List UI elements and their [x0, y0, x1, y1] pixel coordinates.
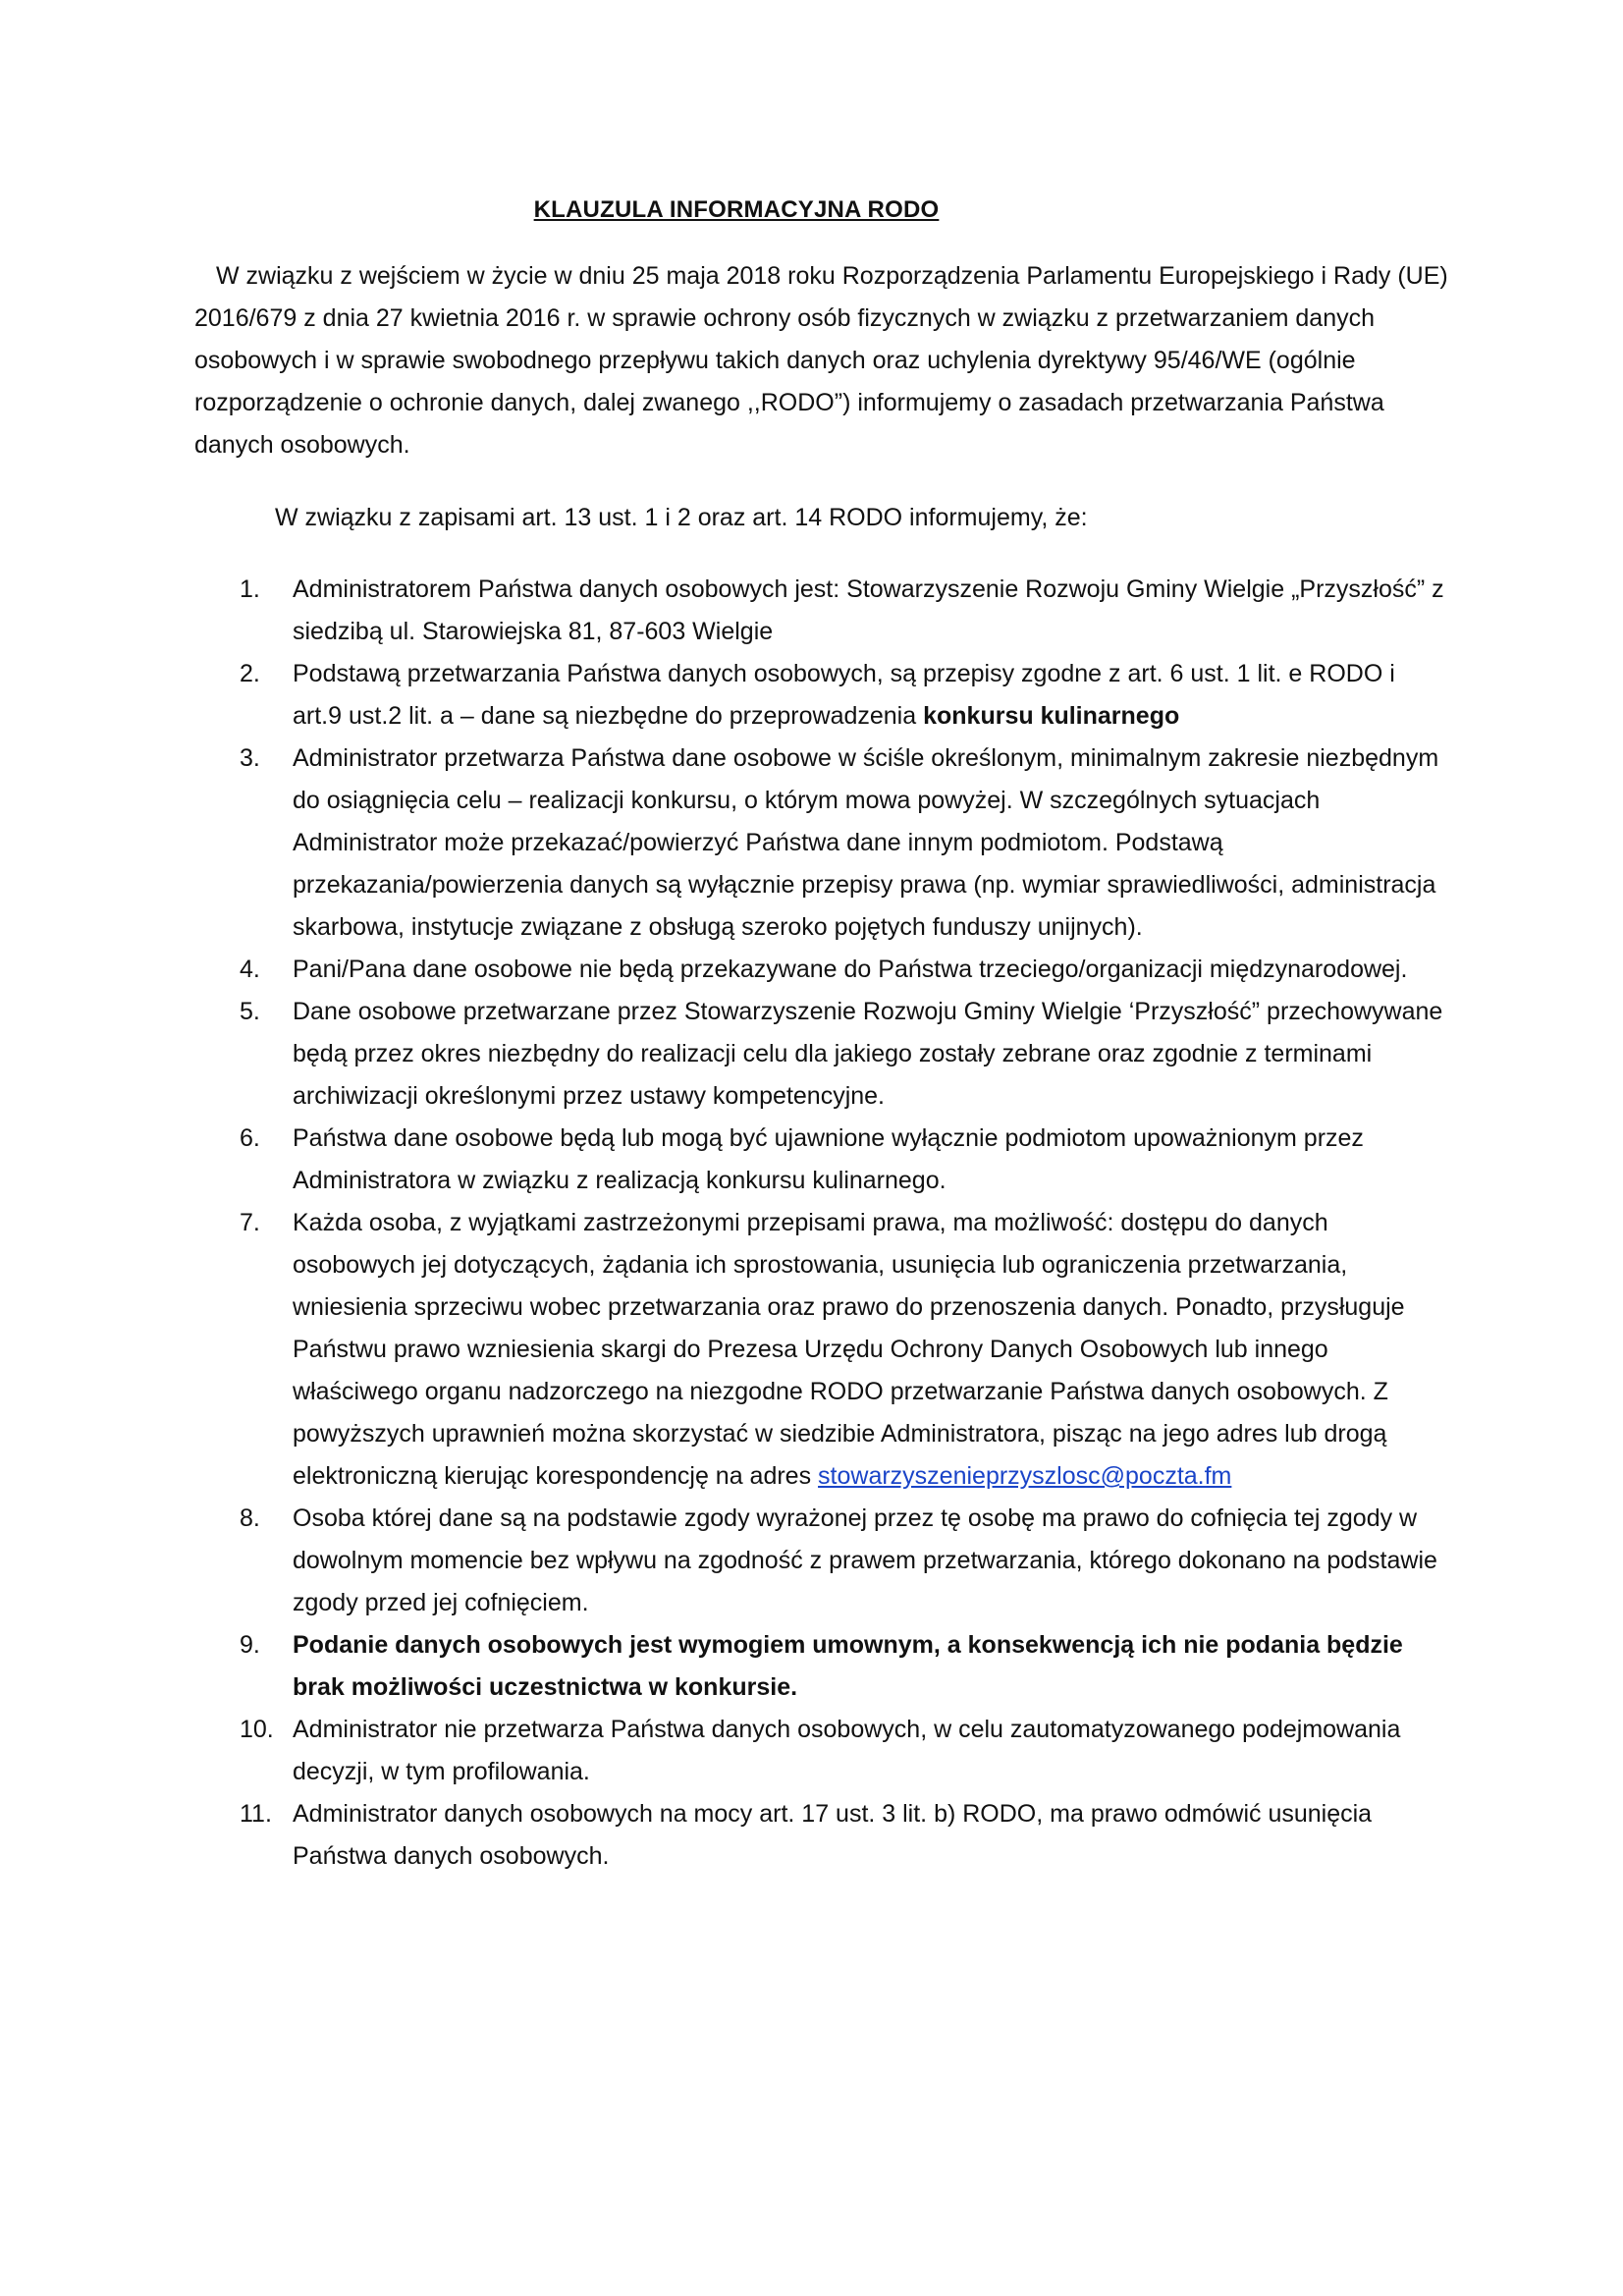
list-item — [0, 569, 1623, 653]
intro-paragraph: W związku z wejściem w życie w dniu 25 maja 2018 roku Rozporządzenia Parlamentu Europejskiego i Rady (UE) 2016/679 z dnia 27 kwietnia 2016 r. w sprawie ochrony osób fizycznych w związku z przetwarzaniem danych osobowych i w sprawie swobodnego przepływu takich danych oraz uchylenia dyrektywy 95/46/WE (ogólnie rozporządzenie o ochronie danych, dalej zwanego ,,RODO”) informujemy o zasadach przetwarzania Państwa danych osobowych. — [194, 262, 1448, 459]
list-item-text: Pani/Pana dane osobowe nie będą przekazywane do Państwa trzeciego/organizacji międzynarodowej. — [293, 956, 1408, 983]
document-title: KLAUZULA INFORMACYJNA RODO — [533, 196, 940, 223]
list-item — [0, 1624, 1623, 1709]
intro-lead-in: W związku z zapisami art. 13 ust. 1 i 2 oraz art. 14 RODO informujemy, że: — [275, 504, 1088, 531]
list-item-number: 3. — [240, 744, 260, 772]
list-item-number: 10. — [240, 1716, 274, 1743]
list-item-text: Administrator przetwarza Państwa dane osobowe w ściśle określonym, minimalnym zakresie niezbędnym do osiągnięcia celu – realizacji konkursu, o którym mowa powyżej. W szczególnych sytuacjach Administrator może przekazać/powierzyć Państwa dane innym podmiotom. Podstawą przekazania/powierzenia danych są wyłącznie przepisy prawa (np. wymiar sprawiedliwości, administracja skarbowa, instytucje związane z obsługą szeroko pojętych funduszy unijnych). — [293, 744, 1439, 941]
list-item-text: Administrator nie przetwarza Państwa danych osobowych, w celu zautomatyzowanego podejmowania decyzji, w tym profilowania. — [293, 1716, 1401, 1785]
list-item — [0, 1498, 1623, 1624]
list-item-text: Osoba której dane są na podstawie zgody wyrażonej przez tę osobę ma prawo do cofnięcia tej zgody w dowolnym momencie bez wpływu na zgodność z prawem przetwarzania, którego dokonano na podstawie zgody przed jej cofnięciem. — [293, 1504, 1437, 1616]
list-item-bold-text: konkursu kulinarnego — [923, 702, 1180, 730]
list-item — [0, 949, 1623, 991]
list-item-number: 6. — [240, 1124, 260, 1152]
list-item-text: Dane osobowe przetwarzane przez Stowarzyszenie Rozwoju Gminy Wielgie ‘Przyszłość” przechowywane będą przez okres niezbędny do realizacji celu dla jakiego zostały zebrane oraz zgodnie z terminami archiwizacji określonymi przez ustawy kompetencyjne. — [293, 998, 1443, 1110]
contact-email-link[interactable]: stowarzyszenieprzyszlosc@poczta.fm — [818, 1462, 1232, 1490]
list-item — [0, 1202, 1623, 1498]
list-item-text: Administrator danych osobowych na mocy art. 17 ust. 3 lit. b) RODO, ma prawo odmówić usunięcia Państwa danych osobowych. — [293, 1800, 1373, 1870]
list-item-number: 11. — [240, 1800, 272, 1828]
list-item-number: 5. — [240, 998, 260, 1025]
list-item-text: Państwa dane osobowe będą lub mogą być ujawnione wyłącznie podmiotom upoważnionym przez Administratora w związku z realizacją konkursu kulinarnego. — [293, 1124, 1364, 1194]
list-item-text: Podanie danych osobowych jest wymogiem umownym, a konsekwencją ich nie podania będzie brak możliwości uczestnictwa w konkursie. — [293, 1631, 1403, 1701]
list-item — [0, 1709, 1623, 1793]
list-item — [0, 738, 1623, 949]
list-item-text: Podstawą przetwarzania Państwa danych osobowych, są przepisy zgodne z art. 6 ust. 1 lit. e RODO i art.9 ust.2 lit. a – dane są niezbędne do przeprowadzenia — [293, 660, 1395, 730]
list-item-number: 9. — [240, 1631, 260, 1659]
list-item-text: Każda osoba, z wyjątkami zastrzeżonymi przepisami prawa, ma możliwość: dostępu do danych osobowych jej dotyczących, żądania ich sprostowania, usunięcia lub ograniczenia przetwarzania, wniesienia sprzeciwu wobec przetwarzania oraz prawo do przenoszenia danych. Ponadto, przysługuje Państwu prawo wzniesienia skargi do Prezesa Urzędu Ochrony Danych Osobowych lub innego właściwego organu nadzorczego na niezgodne RODO przetwarzanie Państwa danych osobowych. Z powyższych uprawnień można skorzystać w siedzibie Administratora, pisząc na jego adres lub drogą elektroniczną kierując korespondencję na adres — [293, 1209, 1405, 1490]
list-item-number: 4. — [240, 956, 260, 983]
list-item-number: 8. — [240, 1504, 260, 1532]
list-item — [0, 991, 1623, 1118]
list-item-number: 1. — [240, 575, 260, 603]
list-item-number: 2. — [240, 660, 260, 687]
list-item-number: 7. — [240, 1209, 260, 1236]
list-item — [0, 1793, 1623, 1878]
clause-list — [0, 569, 1623, 1878]
list-item-text-container — [293, 660, 1395, 730]
list-item-text: Administratorem Państwa danych osobowych jest: Stowarzyszenie Rozwoju Gminy Wielgie „Przyszłość” z siedzibą ul. Starowiejska 81, 87-603 Wielgie — [293, 575, 1444, 645]
list-item — [0, 1118, 1623, 1202]
list-item — [0, 653, 1623, 738]
list-item-text-container — [293, 1209, 1405, 1490]
